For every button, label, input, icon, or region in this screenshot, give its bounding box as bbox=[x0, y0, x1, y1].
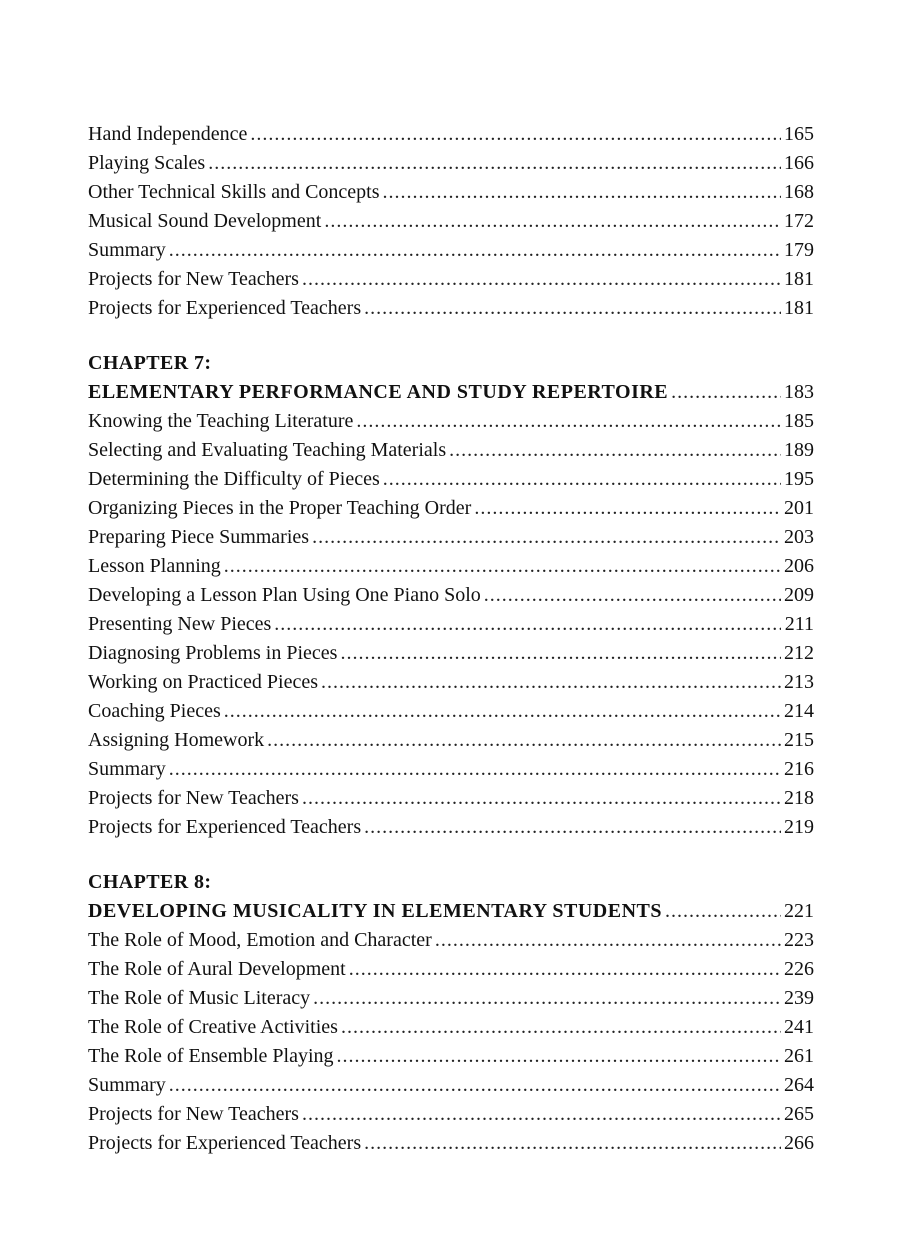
dot-leader bbox=[302, 1100, 781, 1129]
toc-entry[interactable] bbox=[88, 207, 814, 236]
entry-page: 172 bbox=[784, 210, 814, 232]
toc-entry[interactable] bbox=[88, 1071, 814, 1100]
entry-title: Musical Sound Development bbox=[88, 210, 322, 232]
dot-leader bbox=[474, 494, 781, 523]
dot-leader bbox=[449, 436, 781, 465]
entry-title: Summary bbox=[88, 239, 166, 261]
toc-entry[interactable] bbox=[88, 668, 814, 697]
dot-leader bbox=[169, 236, 781, 265]
entry-title: Projects for Experienced Teachers bbox=[88, 816, 362, 838]
dot-leader bbox=[364, 813, 781, 842]
toc-entry[interactable] bbox=[88, 494, 814, 523]
toc-entry[interactable] bbox=[88, 639, 814, 668]
entry-page: 265 bbox=[784, 1103, 814, 1125]
entry-title: Knowing the Teaching Literature bbox=[88, 410, 354, 432]
entry-page: 264 bbox=[784, 1074, 814, 1096]
dot-leader bbox=[671, 378, 781, 407]
entry-title: Selecting and Evaluating Teaching Materials bbox=[88, 439, 447, 461]
dot-leader bbox=[169, 1071, 781, 1100]
entry-page: 185 bbox=[784, 410, 814, 432]
chapter-8-heading[interactable] bbox=[88, 897, 814, 926]
entry-title: Hand Independence bbox=[88, 123, 248, 145]
toc-entry[interactable] bbox=[88, 465, 814, 494]
dot-leader bbox=[364, 1129, 781, 1158]
toc-entry[interactable] bbox=[88, 1042, 814, 1071]
toc-entry[interactable] bbox=[88, 755, 814, 784]
dot-leader bbox=[302, 265, 781, 294]
dot-leader bbox=[208, 149, 781, 178]
toc-entry[interactable] bbox=[88, 784, 814, 813]
entry-title: Lesson Planning bbox=[88, 555, 221, 577]
dot-leader bbox=[321, 668, 781, 697]
chapter-7-label: CHAPTER 7: bbox=[88, 352, 212, 374]
chapter-8-section bbox=[88, 868, 814, 1158]
entry-title: The Role of Mood, Emotion and Character bbox=[88, 929, 432, 951]
toc-entry[interactable] bbox=[88, 149, 814, 178]
dot-leader bbox=[274, 610, 781, 639]
dot-leader bbox=[324, 207, 781, 236]
dot-leader bbox=[383, 178, 781, 207]
dot-leader bbox=[356, 407, 781, 436]
entry-title: Projects for Experienced Teachers bbox=[88, 1132, 362, 1154]
chapter-8-title: DEVELOPING MUSICALITY IN ELEMENTARY STUDENTS bbox=[88, 900, 662, 922]
dot-leader bbox=[312, 523, 781, 552]
entry-page: 166 bbox=[784, 152, 814, 174]
toc-entry[interactable] bbox=[88, 926, 814, 955]
dot-leader bbox=[267, 726, 781, 755]
entry-page: 219 bbox=[784, 816, 814, 838]
entry-page: 223 bbox=[784, 929, 814, 951]
entry-title: Determining the Difficulty of Pieces bbox=[88, 468, 380, 490]
dot-leader bbox=[383, 465, 781, 494]
entry-title: The Role of Music Literacy bbox=[88, 987, 311, 1009]
entry-page: 261 bbox=[784, 1045, 814, 1067]
toc-entry[interactable] bbox=[88, 581, 814, 610]
toc-entry[interactable] bbox=[88, 1100, 814, 1129]
dot-leader bbox=[364, 294, 781, 323]
entry-page: 206 bbox=[784, 555, 814, 577]
entry-page: 181 bbox=[784, 268, 814, 290]
chapter-7-page: 183 bbox=[784, 381, 814, 403]
entry-page: 211 bbox=[784, 613, 814, 635]
intro-entries bbox=[88, 120, 814, 323]
entry-title: Projects for New Teachers bbox=[88, 787, 299, 809]
entry-page: 181 bbox=[784, 297, 814, 319]
entry-page: 201 bbox=[784, 497, 814, 519]
toc-entry[interactable] bbox=[88, 610, 814, 639]
entry-page: 168 bbox=[784, 181, 814, 203]
toc-entry[interactable] bbox=[88, 294, 814, 323]
dot-leader bbox=[169, 755, 781, 784]
dot-leader bbox=[250, 120, 781, 149]
entry-title: Diagnosing Problems in Pieces bbox=[88, 642, 338, 664]
entry-title: Assigning Homework bbox=[88, 729, 265, 751]
toc-entry[interactable] bbox=[88, 726, 814, 755]
toc-entry[interactable] bbox=[88, 697, 814, 726]
toc-entry[interactable] bbox=[88, 265, 814, 294]
entry-title: Other Technical Skills and Concepts bbox=[88, 181, 380, 203]
entry-title: The Role of Creative Activities bbox=[88, 1016, 338, 1038]
entry-title: Projects for New Teachers bbox=[88, 1103, 299, 1125]
dot-leader bbox=[341, 1013, 781, 1042]
dot-leader bbox=[337, 1042, 781, 1071]
entry-title: Preparing Piece Summaries bbox=[88, 526, 310, 548]
entry-page: 266 bbox=[784, 1132, 814, 1154]
dot-leader bbox=[435, 926, 781, 955]
toc-entry[interactable] bbox=[88, 1013, 814, 1042]
toc-entry[interactable] bbox=[88, 984, 814, 1013]
chapter-7-section bbox=[88, 349, 814, 842]
toc-entry[interactable] bbox=[88, 813, 814, 842]
toc-entry[interactable] bbox=[88, 955, 814, 984]
chapter-8-page: 221 bbox=[784, 900, 814, 922]
toc-entry[interactable] bbox=[88, 1129, 814, 1158]
toc-entry[interactable] bbox=[88, 407, 814, 436]
chapter-8-label: CHAPTER 8: bbox=[88, 871, 212, 893]
entry-title: The Role of Ensemble Playing bbox=[88, 1045, 334, 1067]
entry-page: 195 bbox=[784, 468, 814, 490]
dot-leader bbox=[340, 639, 781, 668]
chapter-7-title: ELEMENTARY PERFORMANCE AND STUDY REPERTOIRE bbox=[88, 381, 669, 403]
entry-title: The Role of Aural Development bbox=[88, 958, 346, 980]
entry-page: 179 bbox=[784, 239, 814, 261]
toc-entry[interactable] bbox=[88, 120, 814, 149]
table-of-contents bbox=[88, 120, 814, 1158]
toc-entry[interactable] bbox=[88, 552, 814, 581]
dot-leader bbox=[349, 955, 781, 984]
entry-title: Projects for New Teachers bbox=[88, 268, 299, 290]
dot-leader bbox=[484, 581, 781, 610]
dot-leader bbox=[224, 552, 781, 581]
entry-page: 209 bbox=[784, 584, 814, 606]
dot-leader bbox=[302, 784, 781, 813]
toc-entry[interactable] bbox=[88, 436, 814, 465]
entry-title: Summary bbox=[88, 1074, 166, 1096]
entry-title: Presenting New Pieces bbox=[88, 613, 272, 635]
entry-title: Developing a Lesson Plan Using One Piano Solo bbox=[88, 584, 481, 606]
entry-title: Working on Practiced Pieces bbox=[88, 671, 318, 693]
toc-entry[interactable] bbox=[88, 178, 814, 207]
entry-page: 218 bbox=[784, 787, 814, 809]
entry-page: 203 bbox=[784, 526, 814, 548]
entry-page: 216 bbox=[784, 758, 814, 780]
entry-page: 165 bbox=[784, 123, 814, 145]
dot-leader bbox=[313, 984, 781, 1013]
entry-page: 241 bbox=[784, 1016, 814, 1038]
chapter-7-heading[interactable] bbox=[88, 378, 814, 407]
entry-page: 226 bbox=[784, 958, 814, 980]
entry-title: Organizing Pieces in the Proper Teaching Order bbox=[88, 497, 472, 519]
entry-title: Playing Scales bbox=[88, 152, 206, 174]
entry-title: Coaching Pieces bbox=[88, 700, 221, 722]
entry-page: 189 bbox=[784, 439, 814, 461]
entry-page: 214 bbox=[784, 700, 814, 722]
dot-leader bbox=[224, 697, 781, 726]
toc-entry[interactable] bbox=[88, 523, 814, 552]
entry-page: 239 bbox=[784, 987, 814, 1009]
entry-page: 215 bbox=[784, 729, 814, 751]
toc-entry[interactable] bbox=[88, 236, 814, 265]
dot-leader bbox=[665, 897, 781, 926]
entry-page: 213 bbox=[784, 671, 814, 693]
entry-title: Summary bbox=[88, 758, 166, 780]
entry-title: Projects for Experienced Teachers bbox=[88, 297, 362, 319]
entry-page: 212 bbox=[784, 642, 814, 664]
